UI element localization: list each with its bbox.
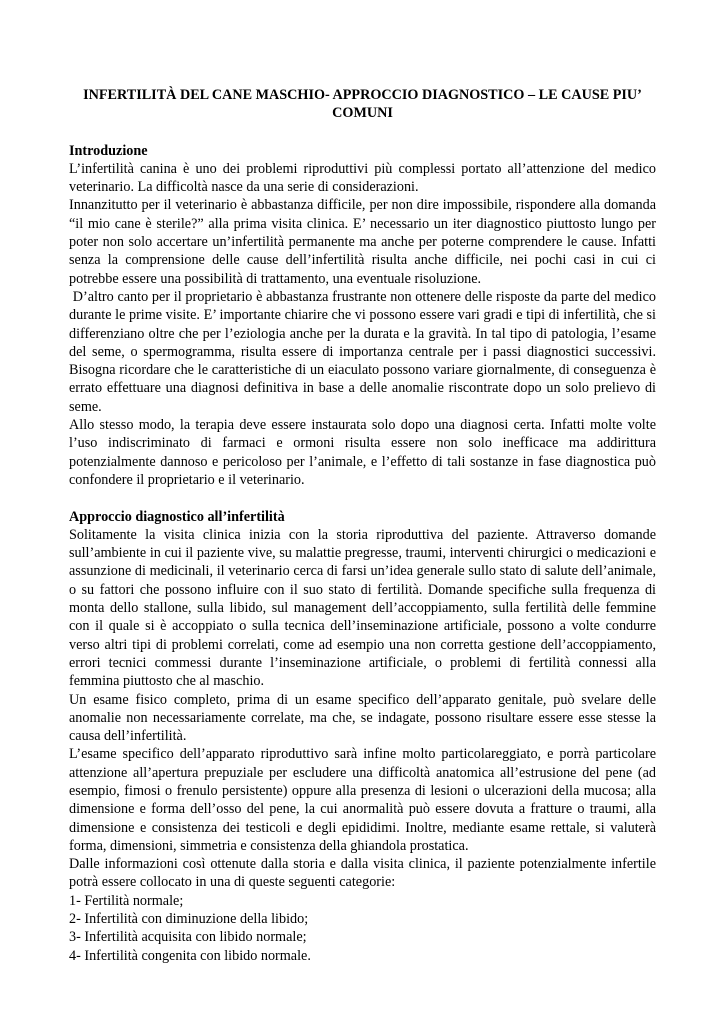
paragraph: Solitamente la visita clinica inizia con la storia riproduttiva del paziente. Attraverso domande sull’ambiente in cui il paziente vive, su malattie pregresse, traumi, interventi chirurgici o medicazioni e assunzione di medicinali, il veterinario cerca di farsi un’idea generale sullo stato di salute dell’animale, o su fattori che possono influire con il suo stato di fertilità. Domande specifiche sulla frequenza di monta dello stallone, sulla libido, sul management dell’accoppiamento, sulla fertilità delle femmine con il quale si è accoppiato o sulla tecnica dell’inseminazione artificiale, possono a volte condurre verso altri tipi di problemi correlati, come ad esempio una non corretta gestione dell’accoppiamento, errori tecnici commessi durante l’inseminazione artificiale, o problemi di fertilità connessi alla femmina piuttosto che al maschio. — [69, 526, 656, 690]
list-item: 1- Fertilità normale; — [69, 892, 184, 909]
category-list — [69, 892, 656, 965]
section-introduzione — [69, 142, 660, 490]
document-title: INFERTILITÀ DEL CANE MASCHIO- APPROCCIO DIAGNOSTICO – LE CAUSE PIU’ COMUNI — [83, 87, 642, 122]
paragraph: Innanzitutto per il veterinario è abbastanza difficile, per non dire impossibile, rispondere alla domanda “il mio cane è sterile?” alla prima visita clinica. E’ necessario un iter diagnostico piuttosto lungo per poter non solo accertare un’infertilità permanente ma anche per poterne comprendere le cause. Infatti senza la comprensione delle cause dell’infertilità risulta anche difficile, nei pochi casi in cui ci potrebbe essere una possibilità di trattamento, una eventuale risoluzione. — [69, 197, 656, 287]
list-item: 3- Infertilità acquisita con libido normale; — [69, 929, 307, 946]
paragraph: L’esame specifico dell’apparato riproduttivo sarà infine molto particolareggiato, e porrà particolare attenzione all’apertura prepuziale per escludere una difficoltà anatomica all’estrusione del pene (ad esempio, fimosi o frenulo persistente) oppure alla presenza di lesioni o ulcerazioni della mucosa; alla dimensione e forma dell’osso del pene, la cui anormalità può essere dovuta a fratture o traumi, alla dimensione e consistenza dei testicoli e degli epididimi. Inoltre, mediante esame rettale, si valuterà forma, dimensioni, simmetria e consistenza della ghiandola prostatica. — [69, 746, 656, 854]
list-item: 2- Infertilità con diminuzione della libido; — [69, 911, 309, 928]
list-item: 4- Infertilità congenita con libido normale. — [69, 947, 311, 964]
paragraph: Dalle informazioni così ottenute dalla storia e dalla visita clinica, il paziente potenzialmente infertile potrà essere collocato in una di queste seguenti categorie: — [69, 856, 656, 891]
section-heading: Introduzione — [69, 142, 148, 159]
paragraph: L’infertilità canina è uno dei problemi riproduttivi più complessi portato all’attenzione del medico veterinario. La difficoltà nasce da una serie di considerazioni. — [69, 160, 656, 196]
paragraph: Allo stesso modo, la terapia deve essere instaurata solo dopo una diagnosi certa. Infatti molte volte l’uso indiscriminato di farmaci e ormoni risulta essere non solo inefficace ma addirittura potenzialmente dannoso e pericoloso per l’animale, e l’effetto di tali sostanze in fase diagnostica può confondere il proprietario e il veterinario. — [69, 417, 656, 488]
section-heading: Approccio diagnostico all’infertilità — [69, 508, 285, 525]
section-spacer — [69, 489, 656, 507]
section-approccio-diagnostico — [69, 508, 656, 965]
paragraph: D’altro canto per il proprietario è abbastanza frustrante non ottenere delle risposte da parte del medico durante le prime visite. E’ importante chiarire che vi possono essere vari gradi e tipi di infertilità, che si differenziano oltre che per l’eziologia anche per la durata e la gravità. In tal tipo di patologia, l’esame del seme, o spermogramma, risulta essere di importanza centrale per i passi diagnostici successivi. Bisogna ricordare che le caratteristiche di un eiaculato possono variare giornalmente, di conseguenza è errato effettuare una diagnosi definitiva in base a delle anomalie riscontrate dopo un solo prelievo di seme. — [69, 288, 660, 415]
document-page — [69, 86, 660, 965]
paragraph: Un esame fisico completo, prima di un esame specifico dell’apparato genitale, può svelare delle anomalie non necessariamente correlate, ma che, se indagate, possono risultare essere esse stesse la causa dell’infertilità. — [69, 691, 656, 745]
